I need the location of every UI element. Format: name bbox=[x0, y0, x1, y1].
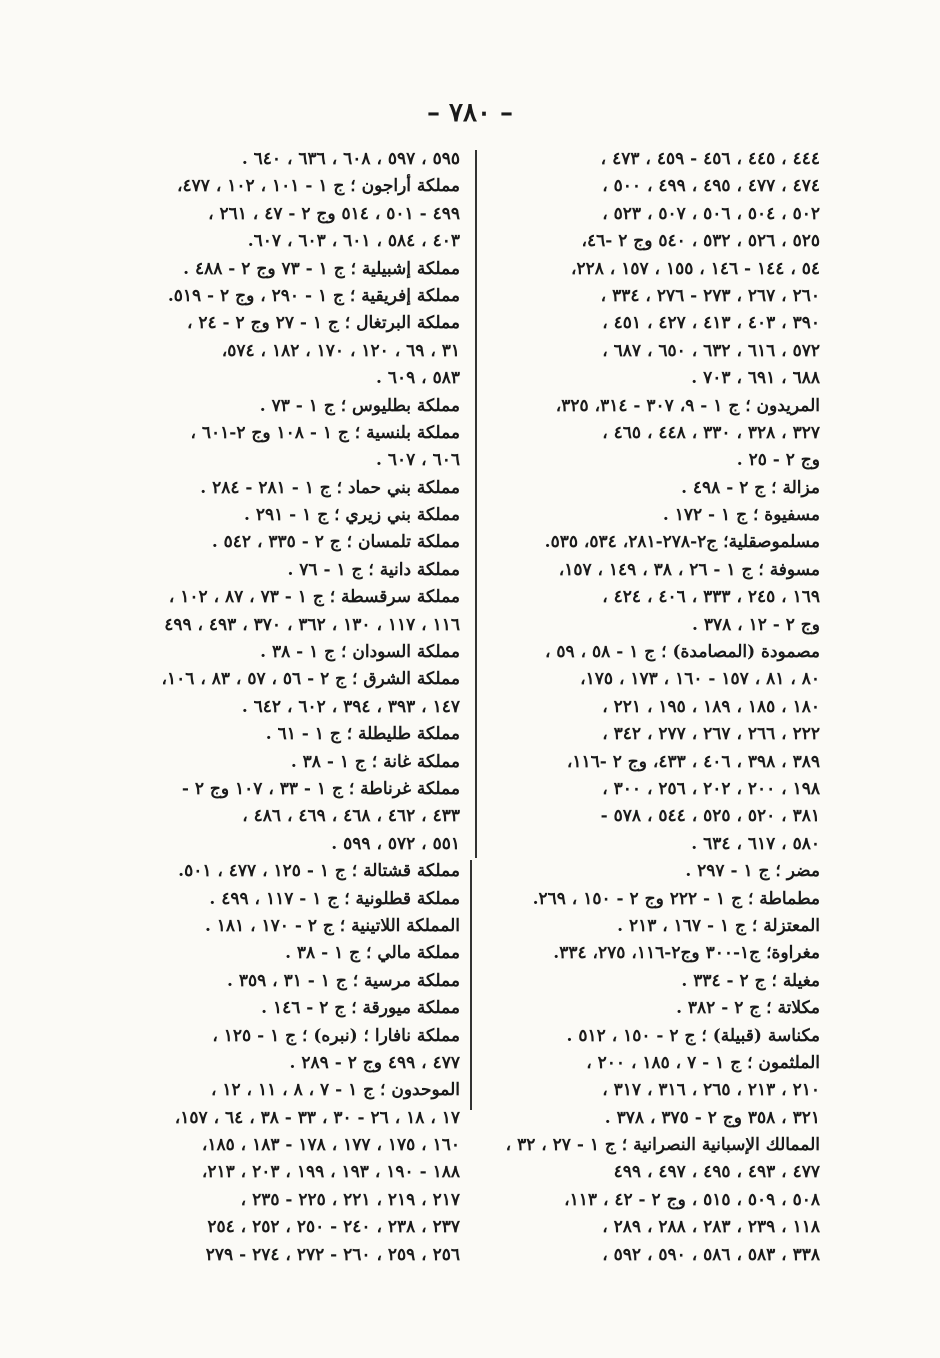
index-line: ٨٠ ، ٨١ ، ١٥٧ - ١٦٠ ، ١٧٣ ، ١٧٥، bbox=[580, 669, 820, 690]
index-line: مملكة قطلونية ؛ ج ١ - ١١٧ ، ٤٩٩ . bbox=[209, 888, 460, 909]
index-line: ١٤٧ ، ٣٩٣ ، ٣٩٤ ، ٦٠٢ ، ٦٤٢ . bbox=[241, 696, 460, 717]
index-line: ٥٥١ ، ٥٧٢ ، ٥٩٩ . bbox=[331, 833, 460, 854]
index-line: ٢٣٧ ، ٢٣٨ ، ٢٤٠ - ٢٥٠ ، ٢٥٢ ، ٢٥٤ bbox=[207, 1217, 460, 1238]
index-line: ٤٧٧ ، ٤٩٣ ، ٤٩٥ ، ٤٩٧ ، ٤٩٩ bbox=[613, 1162, 820, 1183]
index-line: ١٨٠ ، ١٨٥ ، ١٨٩ ، ١٩٥ ، ٢٢١ ، bbox=[602, 696, 820, 717]
index-line: ٥٧٢ ، ٦١٦ ، ٦٣٢ ، ٦٥٠ ، ٦٨٧ ، bbox=[602, 340, 820, 361]
index-line: ٣٢٧ ، ٣٢٨ ، ٣٣٠ ، ٤٤٨ ، ٤٦٥ ، bbox=[602, 422, 820, 443]
index-line: الملثمون ؛ ج ١ - ٧ ، ١٨٥ ، ٢٠٠ ، bbox=[586, 1052, 820, 1073]
index-line: مملكة تلمسان ؛ ج ٢ - ٣٣٥ ، ٥٤٢ . bbox=[211, 532, 460, 553]
index-line: مغيلة ؛ ج ٢ - ٣٣٤ . bbox=[681, 970, 820, 991]
column-divider-upper bbox=[475, 150, 477, 858]
index-line: مسلموصقلية؛ ج٢-٢٧٨-٢٨١، ٥٣٤، ٥٣٥. bbox=[544, 532, 820, 553]
index-line: ٥٨٠ ، ٦١٧ ، ٦٣٤ . bbox=[691, 833, 820, 854]
index-line: مسفيوة ؛ ج ١ - ١٧٢ . bbox=[662, 505, 820, 526]
index-line: مملكة سرقسطة ؛ ج ١ - ٧٣ ، ٨٧ ، ١٠٢ ، bbox=[168, 587, 460, 608]
left-column bbox=[135, 146, 460, 1269]
index-line: مملكة بطليوس ؛ ج ١ - ٧٣ . bbox=[259, 395, 460, 416]
index-line: ٤٣٣ ، ٤٦٢ ، ٤٦٨ ، ٤٦٩ ، ٤٨٦ ، bbox=[242, 806, 460, 827]
index-line: ٥٨٣ ، ٦٠٩ . bbox=[376, 368, 460, 389]
index-line: ٦٨٨ ، ٦٩١ ، ٧٠٣ . bbox=[691, 368, 820, 389]
index-line: ٣٨١ ، ٥٢٠ ، ٥٢٥ ، ٥٤٤ ، ٥٧٨ - bbox=[600, 806, 820, 827]
index-line: مملكة مالي ؛ ج ١ - ٣٨ . bbox=[285, 943, 460, 964]
page-number: – ٧٨٠ – bbox=[426, 98, 514, 128]
index-line: مملكة قشتالة ؛ ج ١ - ١٢٥ ، ٤٧٧ ، ٥٠١. bbox=[178, 861, 460, 882]
index-line: ٣٣٨ ، ٥٨٣ ، ٥٨٦ ، ٥٩٠ ، ٥٩٢ ، bbox=[602, 1244, 820, 1265]
index-line: ١٨٨ - ١٩٠ ، ١٩٣ ، ١٩٩ ، ٢٠٣ ، ٢١٣، bbox=[201, 1162, 460, 1183]
index-line: ٦٠٦ ، ٦٠٧ . bbox=[376, 450, 460, 471]
index-line: ٢٢٢ ، ٢٦٦ ، ٢٦٧ ، ٢٧٧ ، ٣٤٢ ، bbox=[602, 724, 820, 745]
right-column bbox=[490, 146, 820, 1269]
index-line: مغراوة؛ ج١-٣٠٠ وج٢-١١٦، ٢٧٥، ٣٣٤. bbox=[553, 943, 820, 964]
index-line: مملكة ميورقة ؛ ج ٢ - ١٤٦ . bbox=[261, 998, 460, 1019]
index-line: ٤٧٧ ، ٤٩٩ وج ٢ - ٢٨٩ . bbox=[289, 1052, 460, 1073]
index-line: مملكة مرسية ؛ ج ١ - ٣١ ، ٣٥٩ . bbox=[227, 970, 460, 991]
index-line: مصمودة (المصامدة) ؛ ج ١ - ٥٨ ، ٥٩ ، bbox=[545, 642, 820, 663]
index-line: ٣٩٠ ، ٤٠٣ ، ٤١٣ ، ٤٢٧ ، ٤٥١ ، bbox=[602, 313, 820, 334]
index-line: ٥٢٥ ، ٥٢٦ ، ٥٣٢ ، ٥٤٠ وج ٢ -٤٦، bbox=[581, 231, 820, 252]
index-line: ٤٤٤ ، ٤٤٥ ، ٤٥٦ - ٤٥٩ ، ٤٧٣ ، bbox=[600, 149, 820, 169]
index-line: ١١٦ ، ١١٧ ، ١٣٠ ، ٣٦٢ ، ٣٧٠ ، ٤٩٣ ، ٤٩٩ bbox=[164, 614, 460, 635]
index-line: مملكة نافارا ؛ (نبره) ؛ ج ١ - ١٢٥ ، bbox=[212, 1025, 460, 1046]
index-line: ٣١ ، ٦٩ ، ١٢٠ ، ١٧٠ ، ١٨٢ ، ٥٧٤، bbox=[221, 340, 460, 361]
index-line: مزالة ؛ ج ٢ - ٤٩٨ . bbox=[681, 477, 820, 498]
index-line: ٥٠٨ ، ٥٠٩ ، ٥١٥ ، وج ٢ - ٤٢ ، ١١٣، bbox=[564, 1189, 820, 1210]
index-line: ١٦٠ ، ١٧٥ ، ١٧٧ ، ١٧٨ - ١٨٣ ، ١٨٥، bbox=[201, 1135, 460, 1156]
index-line: ١٩٨ ، ٢٠٠ ، ٢٠٢ ، ٢٥٦ ، ٣٠٠ ، bbox=[602, 778, 820, 799]
index-line: مملكة إشبيلية ؛ ج ١ - ٧٣ وج ٢ - ٤٨٨ . bbox=[183, 258, 460, 279]
index-line: ٤٠٣ ، ٥٨٤ ، ٦٠١ ، ٦٠٣ ، ٦٠٧. bbox=[247, 231, 460, 252]
index-line: ٣٨٩ ، ٣٩٨ ، ٤٠٦ ، ٤٣٣، وج ٢ -١١٦، bbox=[566, 751, 820, 772]
index-line: الموحدون ؛ ج ١ - ٧ ، ٨ ، ١١ ، ١٢ ، bbox=[210, 1080, 460, 1101]
index-line: مكلاتة ؛ ج ٢ - ٣٨٢ . bbox=[676, 998, 820, 1019]
index-line: ٢١٠ ، ٢١٣ ، ٢٦٥ ، ٣١٦ ، ٣١٧ ، bbox=[602, 1080, 820, 1101]
index-line: ١٧ ، ١٨ ، ٢٦ - ٣٠ ، ٣٣ - ٣٨ ، ٦٤ ، ١٥٧، bbox=[174, 1107, 460, 1128]
index-line: المعتزلة ؛ ج ١ - ١٦٧ ، ٢١٣ . bbox=[617, 915, 820, 936]
index-line: مكناسة (قبيلة) ؛ ج ٢ - ١٥٠ ، ٥١٢ . bbox=[566, 1025, 820, 1046]
index-line: مطماطة ؛ ج ١ - ٢٢٢ وج ٢ - ١٥٠ ، ٢٦٩. bbox=[532, 888, 820, 909]
index-line: مملكة الشرق ؛ ج ٢ - ٥٦ ، ٥٧ ، ٨٣ ، ١٠٦، bbox=[161, 669, 460, 690]
index-line: ٢٦٠ ، ٢٦٧ ، ٢٧٣ - ٢٧٦ ، ٣٣٤ ، bbox=[600, 285, 820, 306]
index-line: مملكة بلنسية ؛ ج ١ - ١٠٨ وج ٢-٦٠١ ، bbox=[190, 422, 460, 443]
index-line: المملكة اللاتينية ؛ ج ٢ - ١٧٠ ، ١٨١ . bbox=[204, 915, 460, 936]
index-line: مملكة أراجون ؛ ج ١ - ١٠١ ، ١٠٢ ، ٤٧٧، bbox=[177, 176, 460, 197]
index-line: ٤٩٩ - ٥٠١ ، ٥١٤ وج ٢ - ٤٧ ، ٢٦١ ، bbox=[208, 203, 460, 224]
index-line: مملكة غرناطة ؛ ج ١ - ٣٣ ، ١٠٧ وج ٢ - bbox=[181, 778, 460, 799]
index-line: ١١٨ ، ٢٣٩ ، ٢٨٣ ، ٢٨٨ ، ٢٨٩ ، bbox=[602, 1217, 820, 1238]
index-line: مملكة بني حماد ؛ ج ١ - ٢٨١ - ٢٨٤ . bbox=[200, 477, 460, 498]
index-line: ٤٧٤ ، ٤٧٧ ، ٤٩٥ ، ٤٩٩ ، ٥٠٠ ، bbox=[602, 176, 820, 197]
index-line: مملكة البرتغال ؛ ج ١ - ٢٧ وج ٢ - ٢٤ ، bbox=[186, 313, 460, 334]
index-line: ١٦٩ ، ٢٤٥ ، ٣٣٣ ، ٤٠٦ ، ٤٢٤ ، bbox=[602, 587, 820, 608]
index-line: ٥٤ ، ١٤٤ - ١٤٦ ، ١٥٥ ، ١٥٧ ، ٢٢٨، bbox=[570, 258, 820, 279]
index-line: وج ٢ - ١٢ ، ٣٧٨ . bbox=[692, 614, 820, 635]
index-line: ٢١٧ ، ٢١٩ ، ٢٢١ ، ٢٢٥ - ٢٣٥ ، bbox=[240, 1189, 460, 1210]
index-line: مملكة بني زيري ؛ ج ١ - ٢٩١ . bbox=[244, 505, 460, 526]
index-line: وج ٢ - ٢٥ . bbox=[736, 450, 820, 471]
index-line: الممالك الإسبانية النصرانية ؛ ج ١ - ٢٧ ، ٣٢ ، bbox=[505, 1135, 820, 1156]
index-line: المريدون ؛ ج ١ - ٩، ٣٠٧ - ٣١٤، ٣٢٥، bbox=[555, 395, 820, 416]
index-line: مملكة إفريقية ؛ ج ١ - ٢٩٠ ، وج ٢ - ٥١٩. bbox=[167, 285, 460, 306]
index-line: مملكة السودان ؛ ج ١ - ٣٨ . bbox=[260, 642, 460, 663]
index-line: مملكة دانية ؛ ج ١ - ٧٦ . bbox=[287, 559, 460, 580]
index-line: مضر ؛ ج ١ - ٢٩٧ . bbox=[685, 861, 820, 882]
column-divider-lower bbox=[470, 860, 472, 1110]
index-line: ٢٥٦ ، ٢٥٩ ، ٢٦٠ - ٢٧٢ ، ٢٧٤ - ٢٧٩ bbox=[205, 1244, 460, 1265]
index-line: ٥٩٥ ، ٥٩٧ ، ٦٠٨ ، ٦٣٦ ، ٦٤٠ . bbox=[241, 149, 460, 169]
index-line: مسوفة ؛ ج ١ - ٢٦ ، ٣٨ ، ١٤٩ ، ١٥٧، bbox=[558, 559, 820, 580]
index-line: ٣٢١ ، ٣٥٨ وج ٢ - ٣٧٥ ، ٣٧٨ . bbox=[604, 1107, 820, 1128]
index-line: مملكة غانة ؛ ج ١ - ٣٨ . bbox=[290, 751, 460, 772]
index-line: ٥٠٢ ، ٥٠٤ ، ٥٠٦ ، ٥٠٧ ، ٥٢٣ ، bbox=[602, 203, 820, 224]
index-line: مملكة طليطلة ؛ ج ١ - ٦١ . bbox=[265, 724, 460, 745]
